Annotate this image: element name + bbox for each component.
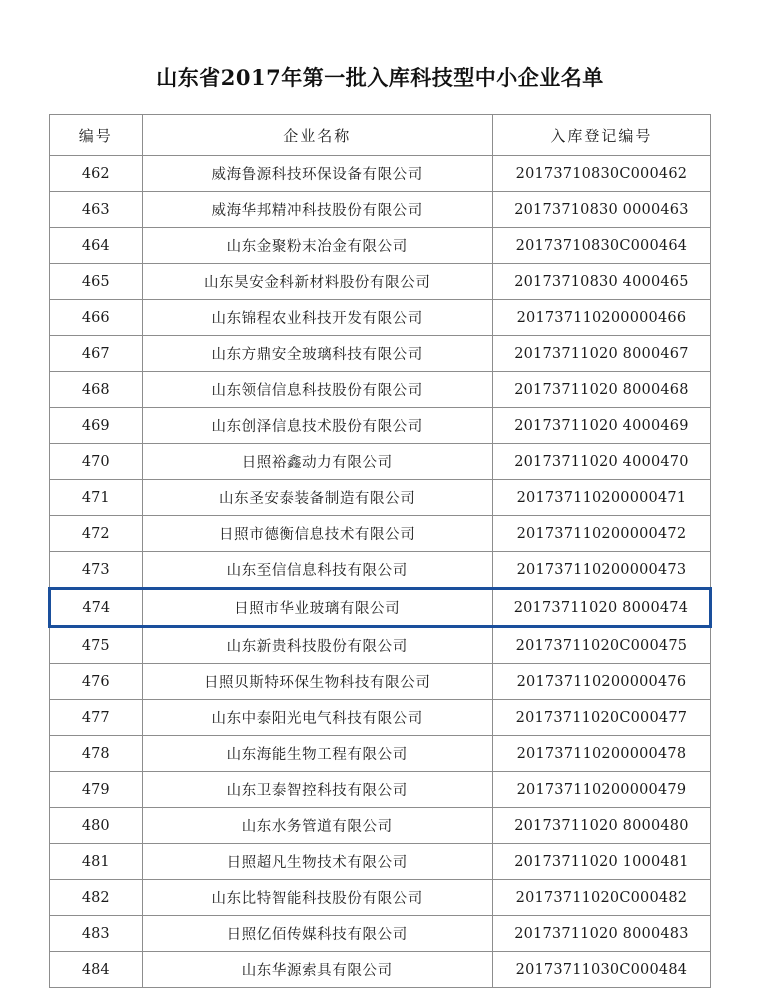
cell-no: 464	[50, 228, 143, 264]
cell-code: 20173710830C000464	[492, 228, 710, 264]
cell-name: 威海鲁源科技环保设备有限公司	[142, 156, 492, 192]
page-title: 山东省2017年第一批入库科技型中小企业名单	[156, 65, 604, 90]
cell-name: 山东方鼎安全玻璃科技有限公司	[142, 336, 492, 372]
table-row	[50, 844, 711, 880]
cell-name: 山东水务管道有限公司	[142, 808, 492, 844]
cell-name: 日照市华业玻璃有限公司	[142, 589, 492, 627]
cell-code: 20173711020 4000470	[492, 444, 710, 480]
cell-name: 日照超凡生物技术有限公司	[142, 844, 492, 880]
cell-no: 477	[50, 700, 143, 736]
table-row	[50, 664, 711, 700]
cell-code: 20173710830C000462	[492, 156, 710, 192]
cell-name: 山东海能生物工程有限公司	[142, 736, 492, 772]
cell-code: 20173710830 4000465	[492, 264, 710, 300]
cell-no: 480	[50, 808, 143, 844]
cell-no: 469	[50, 408, 143, 444]
enterprise-list-table	[48, 114, 712, 988]
cell-no: 467	[50, 336, 143, 372]
cell-name: 山东比特智能科技股份有限公司	[142, 880, 492, 916]
cell-code: 20173711020 8000467	[492, 336, 710, 372]
cell-name: 山东至信信息科技有限公司	[142, 552, 492, 589]
cell-name: 日照贝斯特环保生物科技有限公司	[142, 664, 492, 700]
table-row	[50, 952, 711, 988]
cell-no: 470	[50, 444, 143, 480]
table-row	[50, 808, 711, 844]
cell-no: 483	[50, 916, 143, 952]
table-row	[50, 552, 711, 589]
column-header-code: 入库登记编号	[492, 115, 710, 156]
cell-no: 472	[50, 516, 143, 552]
cell-code: 20173711020 8000483	[492, 916, 710, 952]
cell-name: 山东新贵科技股份有限公司	[142, 627, 492, 664]
table-row	[50, 408, 711, 444]
cell-code: 20173711020C000477	[492, 700, 710, 736]
table-row	[50, 480, 711, 516]
cell-code: 201737110200000478	[492, 736, 710, 772]
table-row	[50, 192, 711, 228]
cell-no: 476	[50, 664, 143, 700]
cell-name: 山东中泰阳光电气科技有限公司	[142, 700, 492, 736]
cell-code: 201737110200000472	[492, 516, 710, 552]
cell-name: 山东昊安金科新材料股份有限公司	[142, 264, 492, 300]
cell-no: 471	[50, 480, 143, 516]
cell-no: 465	[50, 264, 143, 300]
cell-no: 468	[50, 372, 143, 408]
cell-code: 20173711020 1000481	[492, 844, 710, 880]
cell-no: 484	[50, 952, 143, 988]
cell-name: 山东锦程农业科技开发有限公司	[142, 300, 492, 336]
cell-name: 威海华邦精冲科技股份有限公司	[142, 192, 492, 228]
cell-code: 201737110200000473	[492, 552, 710, 589]
table-row	[50, 516, 711, 552]
cell-no: 475	[50, 627, 143, 664]
cell-name: 山东圣安泰装备制造有限公司	[142, 480, 492, 516]
cell-no: 462	[50, 156, 143, 192]
cell-code: 20173711020 8000468	[492, 372, 710, 408]
table-body	[50, 156, 711, 988]
cell-name: 山东卫泰智控科技有限公司	[142, 772, 492, 808]
cell-code: 20173711020 4000469	[492, 408, 710, 444]
cell-name: 山东创泽信息技术股份有限公司	[142, 408, 492, 444]
cell-no: 473	[50, 552, 143, 589]
cell-code: 20173711030C000484	[492, 952, 710, 988]
cell-no: 474	[50, 589, 143, 627]
table-row	[50, 700, 711, 736]
table-row	[50, 156, 711, 192]
cell-code: 201737110200000466	[492, 300, 710, 336]
table-row	[50, 300, 711, 336]
cell-no: 463	[50, 192, 143, 228]
cell-name: 日照亿佰传媒科技有限公司	[142, 916, 492, 952]
column-header-no: 编号	[50, 115, 143, 156]
table-row	[50, 916, 711, 952]
table-row	[50, 264, 711, 300]
table-row	[50, 336, 711, 372]
cell-no: 478	[50, 736, 143, 772]
cell-code: 20173711020 8000480	[492, 808, 710, 844]
table-row	[50, 627, 711, 664]
cell-code: 20173711020 8000474	[492, 589, 710, 627]
cell-code: 201737110200000471	[492, 480, 710, 516]
cell-code: 20173711020C000482	[492, 880, 710, 916]
column-header-name: 企业名称	[142, 115, 492, 156]
table-row	[50, 444, 711, 480]
cell-code: 20173711020C000475	[492, 627, 710, 664]
cell-code: 201737110200000479	[492, 772, 710, 808]
cell-no: 479	[50, 772, 143, 808]
cell-name: 山东领信信息科技股份有限公司	[142, 372, 492, 408]
cell-no: 481	[50, 844, 143, 880]
cell-no: 466	[50, 300, 143, 336]
table-row	[50, 228, 711, 264]
table-row	[50, 589, 711, 627]
cell-code: 201737110200000476	[492, 664, 710, 700]
table-header	[50, 115, 711, 156]
cell-name: 日照裕鑫动力有限公司	[142, 444, 492, 480]
table-row	[50, 736, 711, 772]
cell-name: 山东华源索具有限公司	[142, 952, 492, 988]
cell-no: 482	[50, 880, 143, 916]
cell-code: 20173710830 0000463	[492, 192, 710, 228]
table-header-row	[50, 115, 711, 156]
table-row	[50, 772, 711, 808]
cell-name: 日照市德衡信息技术有限公司	[142, 516, 492, 552]
table-row	[50, 372, 711, 408]
cell-name: 山东金聚粉末冶金有限公司	[142, 228, 492, 264]
table-row	[50, 880, 711, 916]
